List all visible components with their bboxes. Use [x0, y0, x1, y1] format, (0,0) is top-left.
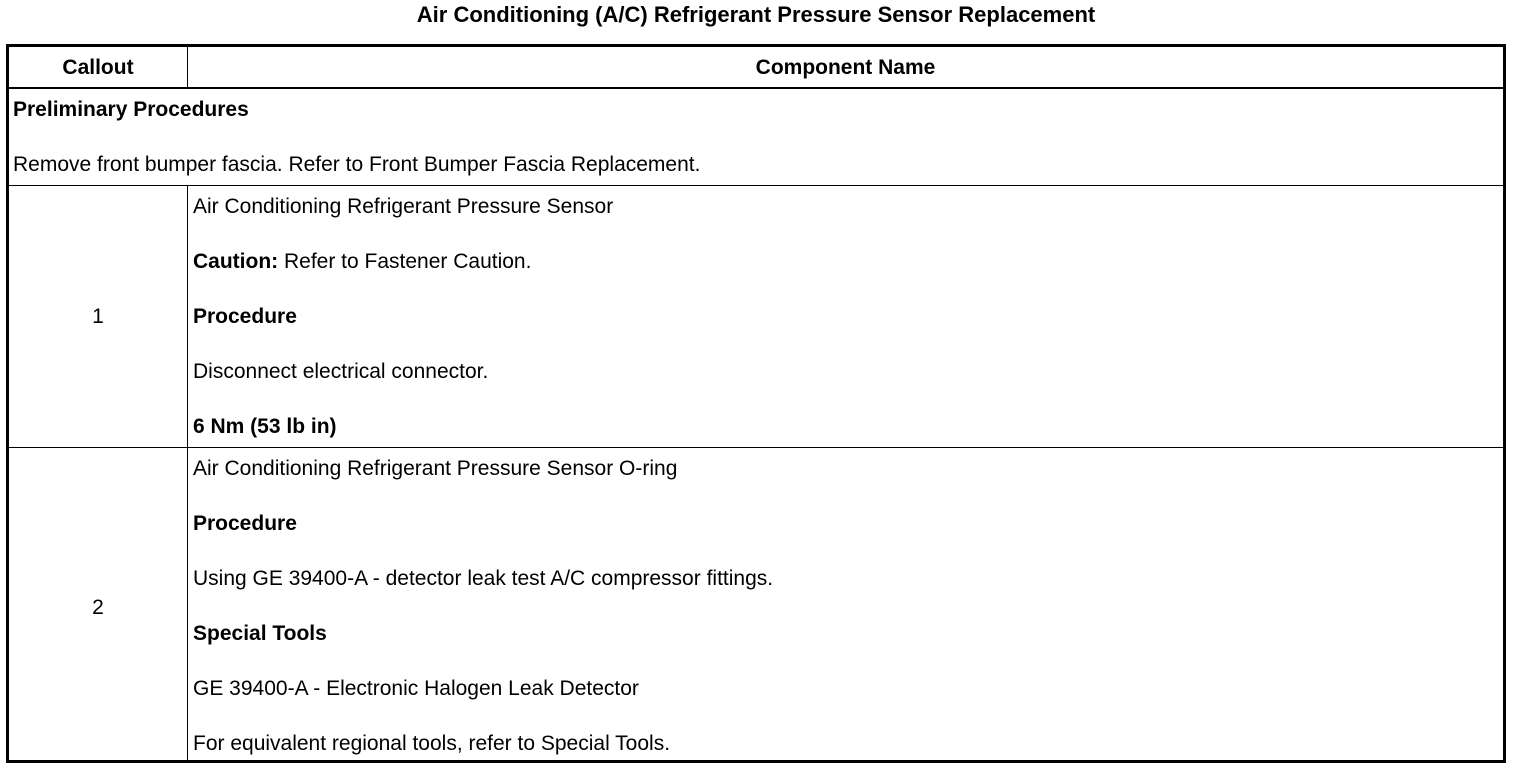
- component-name: Air Conditioning Refrigerant Pressure Sensor O-ring: [193, 457, 678, 480]
- procedure-table: [6, 44, 1506, 763]
- special-tools-note: For equivalent regional tools, refer to Special Tools.: [193, 732, 671, 755]
- header-component-name: Component Name: [755, 56, 936, 79]
- torque-spec: 6 Nm (53 lb in): [193, 415, 337, 438]
- callout-cell: [9, 186, 188, 447]
- callout-number: 1: [92, 305, 104, 328]
- caution-text: Refer to Fastener Caution.: [278, 250, 532, 273]
- caution-label: Caution:: [193, 250, 279, 273]
- preliminary-procedures-row: [9, 89, 1503, 186]
- caution-line: [193, 249, 531, 275]
- component-name: Air Conditioning Refrigerant Pressure Sensor: [193, 195, 614, 218]
- table-header-row: [9, 47, 1503, 89]
- special-tools-text: GE 39400-A - Electronic Halogen Leak Detector: [193, 677, 639, 700]
- special-tools-heading: Special Tools: [193, 622, 327, 645]
- procedure-heading: Procedure: [193, 512, 297, 535]
- procedure-text: Disconnect electrical connector.: [193, 360, 489, 383]
- preliminary-heading: Preliminary Procedures: [13, 98, 249, 121]
- callout-cell: [9, 448, 188, 760]
- page-title: Air Conditioning (A/C) Refrigerant Pressure Sensor Replacement: [416, 2, 1096, 27]
- table-row: [9, 186, 1503, 448]
- header-callout: Callout: [9, 47, 188, 87]
- component-cell: [188, 448, 1503, 760]
- component-cell: [188, 186, 1503, 447]
- preliminary-text: Remove front bumper fascia. Refer to Front Bumper Fascia Replacement.: [13, 153, 701, 176]
- table-row: [9, 448, 1503, 760]
- procedure-text: Using GE 39400-A - detector leak test A/C compressor fittings.: [193, 567, 774, 590]
- callout-number: 2: [92, 596, 104, 619]
- procedure-heading: Procedure: [193, 305, 297, 328]
